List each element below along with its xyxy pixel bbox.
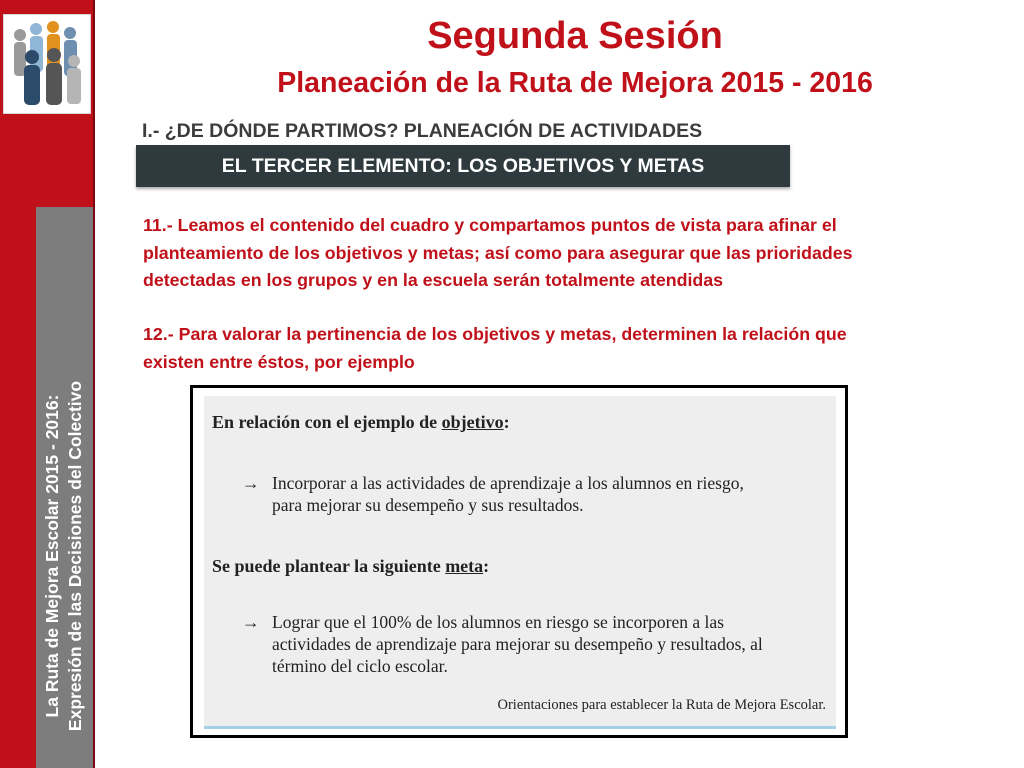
arrow-right-icon: → [242,473,260,493]
paragraph-line: 12.- Para valorar la pertinencia de los objetivos y metas, determinen la relación que [143,324,847,344]
section-banner-text: EL TERCER ELEMENTO: LOS OBJETIVOS Y METAS [221,154,705,177]
objective-heading [212,410,510,434]
people-group-logo-icon [3,14,91,114]
paragraph-line: planteamiento de los objetivos y metas; así como para asegurar que las prioridades [143,242,853,263]
objective-heading-suffix: : [503,412,510,432]
quote-figure [190,385,848,738]
paragraph-12 [143,321,943,376]
page-subtitle: Planeación de la Ruta de Mejora 2015 - 2016 [277,67,873,99]
goal-heading [212,554,489,578]
quote-source: Orientaciones para establecer la Ruta de Mejora Escolar. [497,697,826,713]
sidebar-vertical-caption [41,366,87,746]
goal-heading-term: meta [445,556,484,576]
quote-content [204,396,836,729]
paragraph-line: detectadas en los grupos y en la escuela serán totalmente atendidas [143,270,724,290]
sidebar-edge [93,0,95,768]
objective-line: Incorporar a las actividades de aprendizaje a los alumnos en riesgo, [272,473,744,493]
paragraph-line: 11.- Leamos el contenido del cuadro y compartamos puntos de vista para afinar el [143,215,837,235]
arrow-right-icon: → [242,612,260,632]
page-title: Segunda Sesión [427,15,723,57]
section-banner [136,145,790,187]
goal-heading-prefix: Se puede plantear la siguiente [212,556,446,576]
sidebar-caption-line2: Expresión de las Decisiones del Colectivo [65,380,85,732]
sidebar-caption-line1: La Ruta de Mejora Escolar 2015 - 2016: [42,394,62,718]
objective-heading-prefix: En relación con el ejemplo de [212,412,442,432]
goal-line: Lograr que el 100% de los alumnos en riesgo se incorporen a las [272,612,724,632]
paragraph-line: existen entre éstos, por ejemplo [143,351,415,372]
section-label: I.- ¿DE DÓNDE PARTIMOS? PLANEACIÓN DE ACTIVIDADES [142,120,703,142]
objective-line: para mejorar su desempeño y sus resultados. [272,495,584,515]
objective-heading-term: objetivo [441,412,504,432]
goal-line: actividades de aprendizaje para mejorar su desempeño y resultados, al [272,634,763,654]
paragraph-11 [143,212,943,295]
goal-heading-suffix: : [483,556,490,576]
goal-line: término del ciclo escolar. [272,656,448,676]
